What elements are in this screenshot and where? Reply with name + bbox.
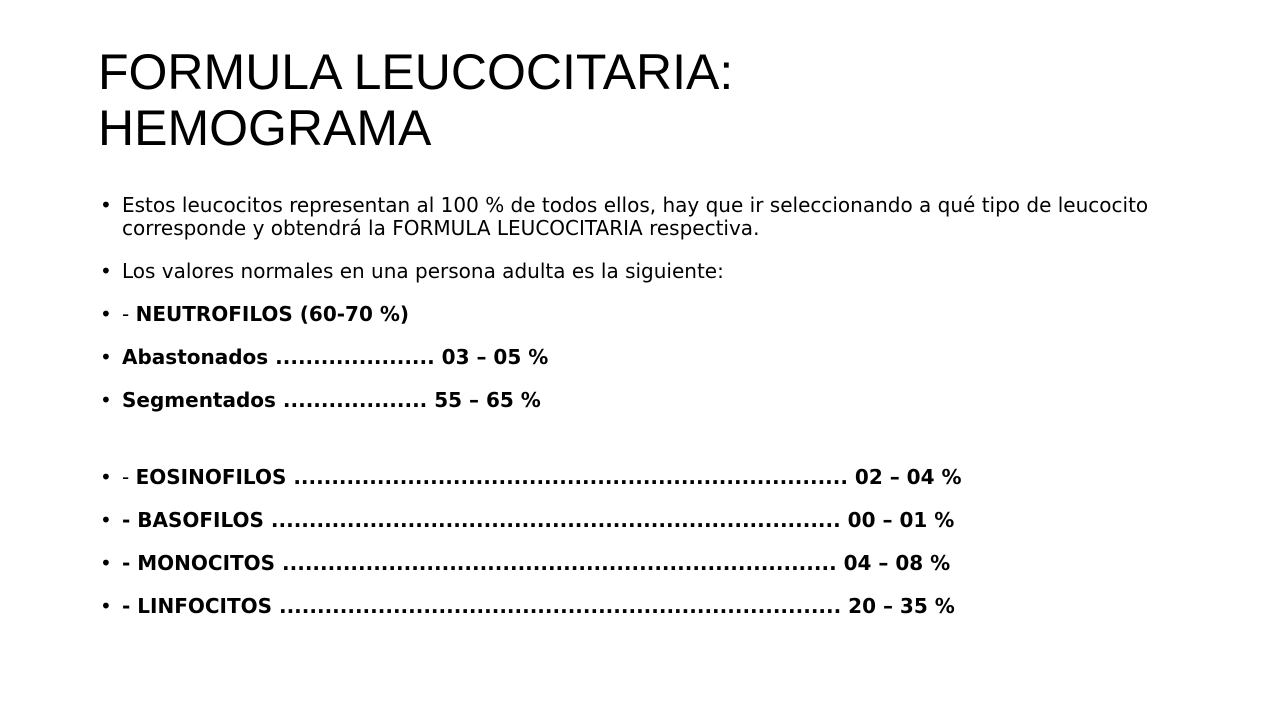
- title-line-1: FORMULA LEUCOCITARIA:: [98, 44, 734, 100]
- eosinofilos-text: EOSINOFILOS ......................................................................... 02 – 04 %: [135, 465, 962, 489]
- bullet-eosinofilos: [100, 460, 1190, 494]
- basofilos-text: - BASOFILOS ........................................................................... 00 – 01 %: [122, 508, 955, 532]
- bullet-icon: •: [100, 259, 112, 283]
- bullet-monocitos: [100, 546, 1190, 580]
- normal-values-text: Los valores normales en una persona adulta es la siguiente:: [122, 259, 724, 283]
- bullet-icon: •: [100, 594, 112, 618]
- bullet-basofilos: [100, 503, 1190, 537]
- bullet-icon: •: [100, 388, 112, 412]
- bullet-neutrofilos: [100, 297, 1190, 331]
- abastonados-text: Abastonados ..................... 03 – 05 %: [122, 345, 549, 369]
- title-line-2: HEMOGRAMA: [98, 100, 432, 156]
- linfocitos-text: - LINFOCITOS .......................................................................... 20 – 35 %: [122, 594, 955, 618]
- monocitos-text: - MONOCITOS ......................................................................... 04 – 08 %: [122, 551, 951, 575]
- bullet-intro: [100, 194, 1190, 240]
- bullet-segmentados: [100, 383, 1190, 417]
- slide-title: [98, 44, 1198, 156]
- bullet-normal-values: [100, 254, 1190, 288]
- bullet-spacer: [100, 426, 1190, 460]
- bullet-icon: •: [100, 508, 112, 532]
- bullet-list: [100, 194, 1190, 632]
- neutrofilos-text: NEUTROFILOS (60-70 %): [135, 302, 410, 326]
- neutrofilos-prefix: -: [122, 302, 136, 326]
- bullet-icon: •: [100, 465, 112, 489]
- bullet-linfocitos: [100, 589, 1190, 623]
- bullet-icon: •: [100, 193, 112, 217]
- bullet-icon: •: [100, 345, 112, 369]
- bullet-abastonados: [100, 340, 1190, 374]
- bullet-icon: •: [100, 302, 112, 326]
- bullet-icon: •: [100, 551, 112, 575]
- eosinofilos-prefix: -: [122, 465, 136, 489]
- intro-text: Estos leucocitos representan al 100 % de todos ellos, hay que ir seleccionando a qué tipo de leucocito corresponde y obtendrá la FORMULA LEUCOCITARIA respectiva.: [122, 193, 1149, 240]
- segmentados-text: Segmentados ................... 55 – 65 %: [122, 388, 541, 412]
